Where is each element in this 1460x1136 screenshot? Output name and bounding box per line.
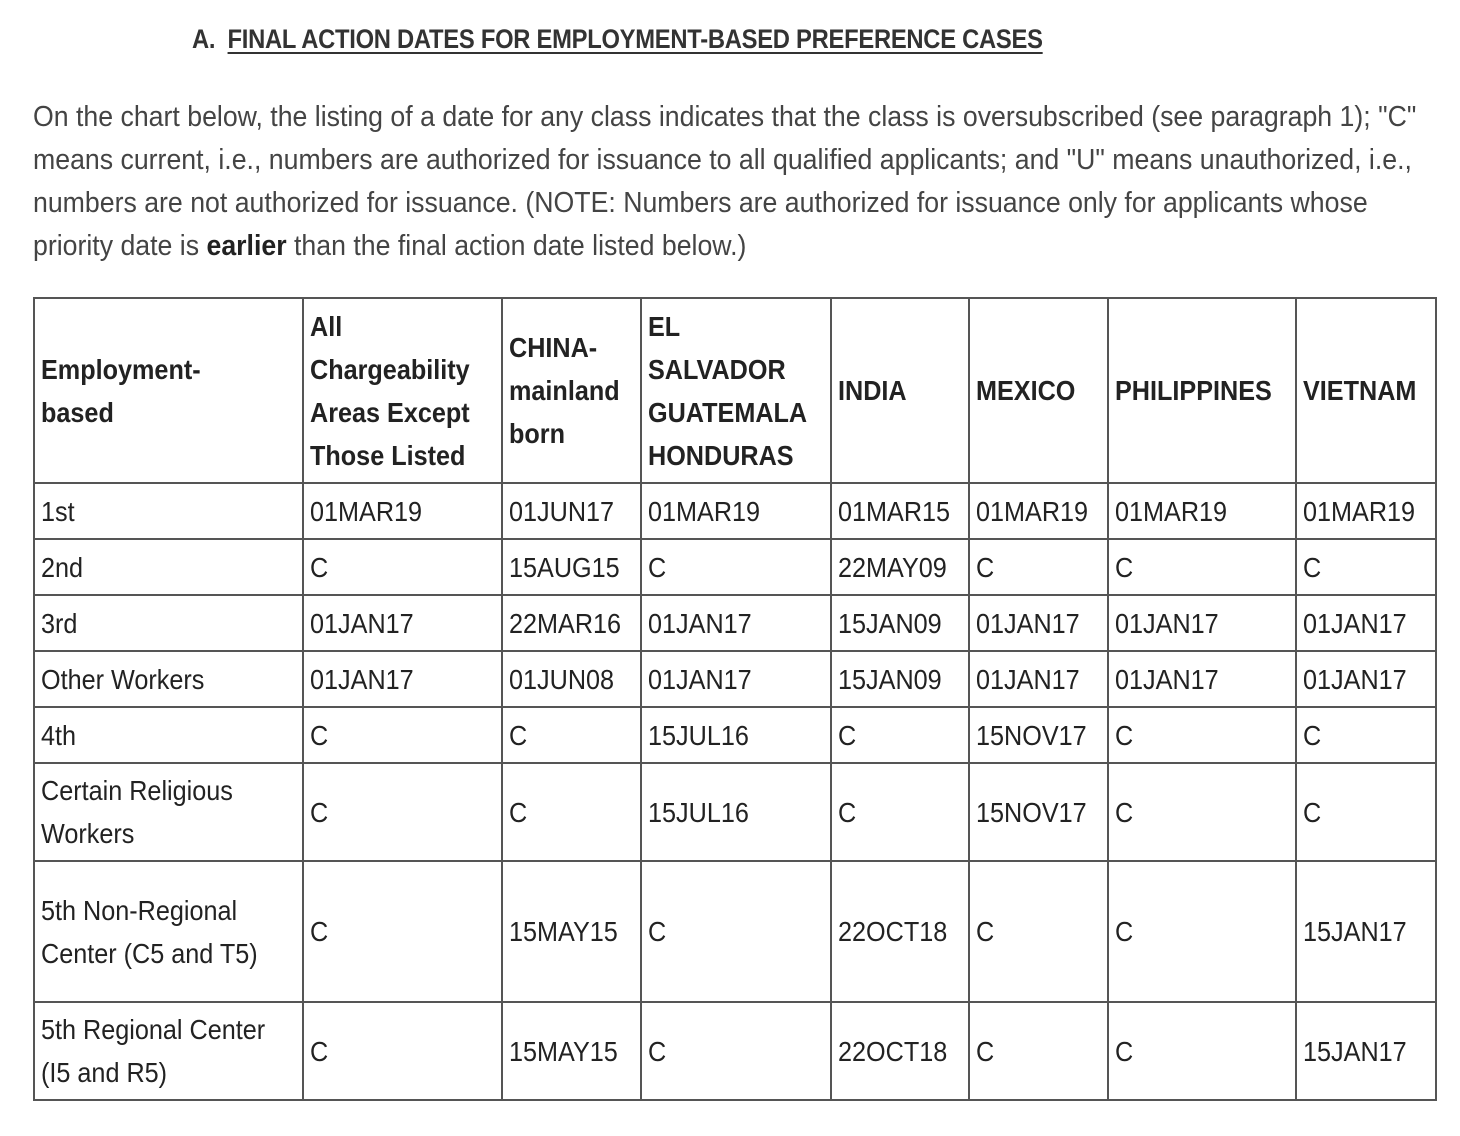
header-mexico: MEXICO bbox=[969, 298, 1108, 483]
table-cell: C bbox=[1296, 707, 1436, 763]
table-cell: C bbox=[969, 861, 1108, 1002]
table-cell: C bbox=[969, 539, 1108, 595]
table-cell: C bbox=[303, 1002, 503, 1100]
row-label: 5th Non-Regional Center (C5 and T5) bbox=[34, 861, 303, 1002]
table-cell: 01MAR19 bbox=[1296, 483, 1436, 539]
row-label: 3rd bbox=[34, 595, 303, 651]
table-cell: C bbox=[1108, 861, 1296, 1002]
table-cell: 15JAN09 bbox=[831, 651, 970, 707]
table-cell: 01JAN17 bbox=[969, 595, 1108, 651]
table-cell: 01JAN17 bbox=[1296, 595, 1436, 651]
table-cell: 15AUG15 bbox=[502, 539, 641, 595]
table-cell: 15NOV17 bbox=[969, 763, 1108, 861]
row-label: 4th bbox=[34, 707, 303, 763]
table-cell: C bbox=[1296, 539, 1436, 595]
table-cell: 15JAN17 bbox=[1296, 1002, 1436, 1100]
table-cell: 01MAR19 bbox=[303, 483, 503, 539]
table-cell: 01JAN17 bbox=[641, 651, 831, 707]
table-cell: C bbox=[502, 763, 641, 861]
header-vietnam: VIETNAM bbox=[1296, 298, 1436, 483]
row-label: Other Workers bbox=[34, 651, 303, 707]
table-cell: 15JUL16 bbox=[641, 763, 831, 861]
row-label: 2nd bbox=[34, 539, 303, 595]
table-cell: C bbox=[303, 539, 503, 595]
section-title: FINAL ACTION DATES FOR EMPLOYMENT-BASED PREFERENCE CASES bbox=[227, 24, 1043, 54]
table-row bbox=[34, 763, 1436, 861]
table-cell: C bbox=[641, 539, 831, 595]
table-row bbox=[34, 483, 1436, 539]
final-action-dates-table bbox=[33, 297, 1437, 1101]
table-cell: 15JUL16 bbox=[641, 707, 831, 763]
table-cell: 01JAN17 bbox=[969, 651, 1108, 707]
table-cell: C bbox=[1108, 707, 1296, 763]
table-cell: C bbox=[502, 707, 641, 763]
table-cell: 01JUN08 bbox=[502, 651, 641, 707]
table-cell: 15MAY15 bbox=[502, 861, 641, 1002]
table-cell: 01MAR15 bbox=[831, 483, 970, 539]
table-cell: C bbox=[1108, 539, 1296, 595]
table-row bbox=[34, 1002, 1436, 1100]
intro-paragraph bbox=[33, 96, 1428, 268]
table-cell: C bbox=[1108, 763, 1296, 861]
table-cell: 15NOV17 bbox=[969, 707, 1108, 763]
table-cell: 22OCT18 bbox=[831, 1002, 970, 1100]
table-cell: C bbox=[831, 763, 970, 861]
section-letter: A. bbox=[192, 24, 216, 54]
table-row bbox=[34, 595, 1436, 651]
table-row bbox=[34, 861, 1436, 1002]
table-cell: 22OCT18 bbox=[831, 861, 970, 1002]
table-cell: 01JAN17 bbox=[303, 595, 503, 651]
table-cell: C bbox=[641, 861, 831, 1002]
header-el-salvador: EL SALVADOR GUATEMALA HONDURAS bbox=[641, 298, 831, 483]
table-cell: C bbox=[303, 707, 503, 763]
table-cell: 01JAN17 bbox=[303, 651, 503, 707]
table-cell: 01MAR19 bbox=[969, 483, 1108, 539]
table-cell: 15JAN17 bbox=[1296, 861, 1436, 1002]
section-heading bbox=[192, 24, 1043, 55]
table-cell: 01MAR19 bbox=[641, 483, 831, 539]
table-cell: 01MAR19 bbox=[1108, 483, 1296, 539]
header-row bbox=[34, 298, 1436, 483]
intro-emphasis: earlier bbox=[206, 230, 287, 262]
header-all-chargeability: All Chargeability Areas Except Those Listed bbox=[303, 298, 503, 483]
table-cell: 01JAN17 bbox=[1108, 651, 1296, 707]
table-cell: 01JUN17 bbox=[502, 483, 641, 539]
intro-text-end: than the final action date listed below.) bbox=[286, 230, 747, 262]
table-cell: C bbox=[303, 763, 503, 861]
table-cell: C bbox=[1296, 763, 1436, 861]
table-cell: 22MAY09 bbox=[831, 539, 970, 595]
table-cell: 15MAY15 bbox=[502, 1002, 641, 1100]
table-cell: C bbox=[1108, 1002, 1296, 1100]
header-philippines: PHILIPPINES bbox=[1108, 298, 1296, 483]
header-china: CHINA-mainland born bbox=[502, 298, 641, 483]
table-cell: C bbox=[831, 707, 970, 763]
intro-text: On the chart below, the listing of a date for any class indicates that the class is oversubscribed (see paragraph 1); "C" means current, i.e., numbers are authorized for issuance to all qualified applicants; and "U" means unauthorized, i.e., numbers are not authorized for issuance. (NOTE: Numbers are authorized for issuance only for applicants whose priority date is bbox=[33, 101, 1417, 262]
table-cell: 22MAR16 bbox=[502, 595, 641, 651]
row-label: 5th Regional Center (I5 and R5) bbox=[34, 1002, 303, 1100]
table-cell: 01JAN17 bbox=[641, 595, 831, 651]
table-row bbox=[34, 539, 1436, 595]
row-label: Certain Religious Workers bbox=[34, 763, 303, 861]
table-cell: C bbox=[303, 861, 503, 1002]
row-label: 1st bbox=[34, 483, 303, 539]
table-cell: 15JAN09 bbox=[831, 595, 970, 651]
table-cell: 01JAN17 bbox=[1108, 595, 1296, 651]
table-row bbox=[34, 651, 1436, 707]
header-employment-based: Employment-based bbox=[34, 298, 303, 483]
table-cell: C bbox=[969, 1002, 1108, 1100]
table-cell: C bbox=[641, 1002, 831, 1100]
table-cell: 01JAN17 bbox=[1296, 651, 1436, 707]
table-row bbox=[34, 707, 1436, 763]
header-india: INDIA bbox=[831, 298, 970, 483]
